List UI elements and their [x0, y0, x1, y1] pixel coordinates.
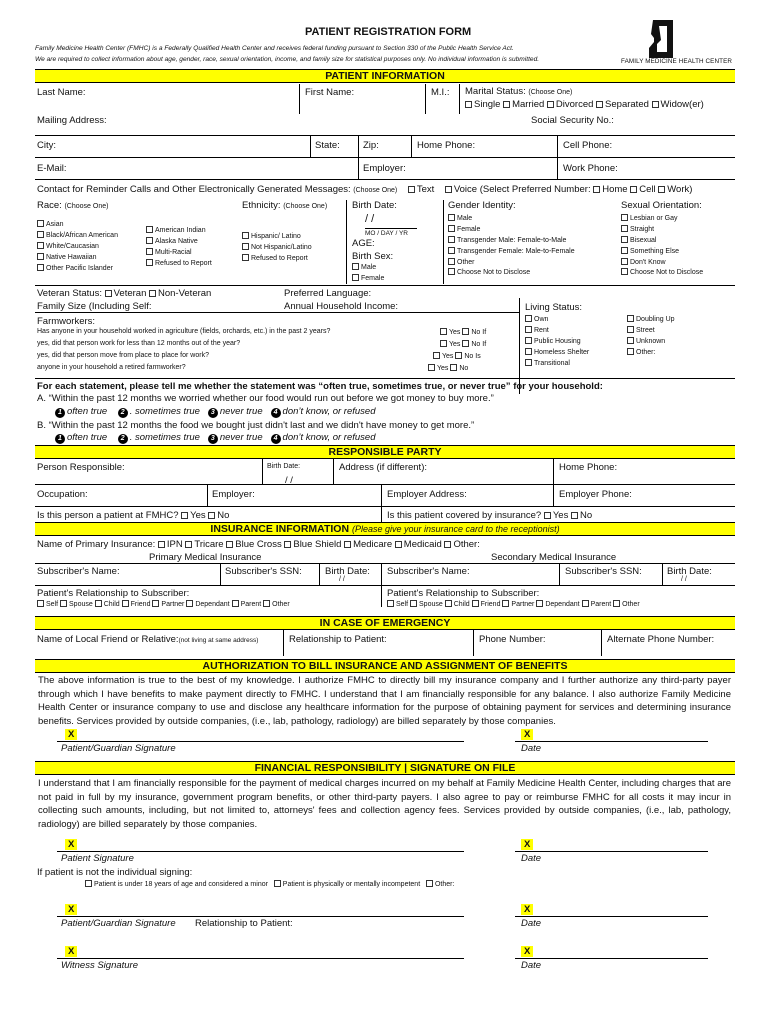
living-other[interactable]: Other: — [627, 348, 675, 357]
occupation-label: Occupation: — [37, 489, 88, 500]
living-street[interactable]: Street — [627, 326, 675, 335]
not-individual-options: Patient is under 18 years of age and considered a minor Patient is physically or mentally incompetent Other: — [85, 880, 454, 889]
race-black[interactable]: Black/African American — [37, 231, 118, 240]
birth-date-label: Birth Date: — [352, 200, 397, 211]
gender-options — [448, 214, 575, 278]
intro-line-1: Family Medicine Health Center (FMHC) is a Federally Qualified Health Center and receives federal funding pursuant to Section 330 of the Public Health Service Act. — [35, 45, 514, 52]
income-label: Annual Household Income: — [284, 301, 399, 312]
fmhc-logo — [621, 18, 735, 66]
living-doubling[interactable]: Doubling Up — [627, 315, 675, 324]
eth-hispanic[interactable]: Hispanic/ Latino — [242, 232, 312, 241]
intro-line-2: We are required to collect information about age, gender, race, sexual orientation, income, and family size for statistical purposes only. No individual information is submitted. — [35, 56, 540, 63]
ice-alt-phone-label: Alternate Phone Number: — [607, 634, 715, 645]
living-rent[interactable]: Rent — [525, 326, 589, 335]
living-shelter[interactable]: Homeless Shelter — [525, 348, 589, 357]
farm-a-4[interactable]: Yes No — [428, 364, 468, 373]
birth-sex-label: Birth Sex: — [352, 251, 394, 262]
ethnicity-label: Ethnicity: — [242, 200, 281, 211]
authorization-text: The above information is true to the best of my knowledge. I authorize FMHC to directly bill my insurance company and I further authorize any third-party payer through which I have benefits to make payment directly to FMHC. I understand that I am financially responsible for any balance. I also authorize Family Medicine Health Center or insurance company to use and disclose any healthcare information for the purpose of obtaining payment for services and determining insurance benefits. Services provided by outside companies, (i.e., lab, pathology, radiology) are billed separately by those companies. — [38, 675, 731, 727]
auth-date-label: Date — [521, 743, 542, 754]
secondary-birth-date: Birth Date: — [667, 566, 712, 577]
city-label: City: — [37, 140, 56, 151]
primary-subscriber-ssn: Subscriber's SSN: — [225, 566, 302, 577]
orientation-options — [621, 214, 703, 278]
marital-separated[interactable]: Separated — [596, 99, 649, 110]
primary-insurance-label: Primary Medical Insurance — [149, 552, 262, 563]
fin-date-x: X — [521, 839, 533, 850]
cell-phone-label: Cell Phone: — [563, 140, 613, 151]
auth-signature-label: Patient/Guardian Signature — [61, 743, 176, 754]
gender-trans-male[interactable]: Transgender Male: Female-to-Male — [448, 236, 575, 245]
marital-divorced[interactable]: Divorced — [547, 99, 594, 110]
farm-a-2[interactable]: Yes No If — [440, 340, 486, 349]
living-options-2 — [627, 315, 675, 357]
ice-relationship-label: Relationship to Patient: — [289, 634, 387, 645]
race-american-indian[interactable]: American Indian — [146, 226, 212, 235]
living-own[interactable]: Own — [525, 315, 589, 324]
financial-header: FINANCIAL RESPONSIBILITY | SIGNATURE ON FILE — [35, 761, 735, 775]
living-transitional[interactable]: Transitional — [525, 359, 589, 368]
primary-subscriber-name: Subscriber's Name: — [37, 566, 120, 577]
orient-bisexual[interactable]: Bisexual — [621, 236, 703, 245]
gender-female[interactable]: Female — [448, 225, 575, 234]
insurance-header: INSURANCE INFORMATION (Please give your insurance card to the receptionist) — [35, 522, 735, 536]
sex-male[interactable]: Male — [352, 263, 384, 272]
work-phone-label: Work Phone: — [563, 163, 618, 174]
family-size-label: Family Size (Including Self: — [37, 301, 152, 312]
language-label: Preferred Language: — [284, 288, 372, 299]
orient-lesbian[interactable]: Lesbian or Gay — [621, 214, 703, 223]
farmworkers-label: Farmworkers: — [37, 316, 96, 327]
farm-a-1[interactable]: Yes No If — [440, 328, 486, 337]
fin-date3-label: Date — [521, 960, 542, 971]
primary-relationship-label: Patient's Relationship to Subscriber: — [37, 588, 190, 599]
contact-row: Contact for Reminder Calls and Other Electronically Generated Messages: (Choose One) Text Voice (Select Preferred Number: Home Cell Work) — [37, 184, 693, 195]
orient-unknown[interactable]: Don't Know — [621, 258, 703, 267]
marital-label: Marital Status: — [465, 86, 526, 97]
secondary-subscriber-ssn: Subscriber's SSN: — [565, 566, 642, 577]
fin-guardian-x: X — [65, 904, 77, 915]
responsible-party-header: RESPONSIBLE PARTY — [35, 445, 735, 459]
birth-sex-options — [352, 263, 384, 283]
contact-cell[interactable]: Cell — [630, 184, 655, 195]
fin-guardian-signature-label: Patient/Guardian Signature — [61, 918, 176, 929]
form-title: PATIENT REGISTRATION FORM — [305, 26, 472, 38]
rp-address-label: Address (if different): — [339, 462, 428, 473]
veteran-yes[interactable]: Veteran — [105, 288, 147, 299]
ice-phone-label: Phone Number: — [479, 634, 546, 645]
mi-label: M.I.: — [431, 87, 450, 98]
authorization-header: AUTHORIZATION TO BILL INSURANCE AND ASSIGNMENT OF BENEFITS — [35, 659, 735, 673]
contact-voice[interactable]: Voice (Select Preferred Number: — [437, 184, 591, 195]
zip-label: Zip: — [363, 140, 379, 151]
orient-else[interactable]: Something Else — [621, 247, 703, 256]
farm-q-3: yes, did that person move from place to place for work? — [37, 352, 209, 359]
birth-date-slashes: / / — [365, 213, 375, 225]
veteran-no[interactable]: Non-Veteran — [149, 288, 211, 299]
farm-q-2: yes, did that person work for less than 12 months out of the year? — [37, 340, 241, 347]
farm-a-3[interactable]: Yes No Is — [433, 352, 481, 361]
employer-phone-label: Employer Phone: — [559, 489, 632, 500]
email-label: E-Mail: — [37, 163, 67, 174]
orient-straight[interactable]: Straight — [621, 225, 703, 234]
fin-witness-signature-label: Witness Signature — [61, 960, 139, 971]
race-refused[interactable]: Refused to Report — [146, 259, 212, 268]
food-b-text: B. “Within the past 12 months the food we bought just didn't last and we didn't have money to get more.” — [37, 420, 475, 431]
fin-date-label: Date — [521, 853, 542, 864]
first-name-label: First Name: — [305, 87, 355, 98]
farm-q-1: Has anyone in your household worked in agriculture (fields, orchards, etc.) in the past 2 years? — [37, 328, 331, 335]
person-responsible-label: Person Responsible: — [37, 462, 125, 473]
ethnicity-list — [242, 232, 312, 263]
covered-row: Is this patient covered by insurance? Yes No — [387, 510, 593, 521]
fin-patient-signature-label: Patient Signature — [61, 853, 134, 864]
employer-address-label: Employer Address: — [387, 489, 467, 500]
race-white[interactable]: White/Caucasian — [37, 242, 118, 251]
living-label: Living Status: — [525, 302, 583, 313]
contact-label: Contact for Reminder Calls and Other Electronically Generated Messages: — [37, 184, 351, 195]
fin-relationship-label: Relationship to Patient: — [195, 918, 293, 929]
living-options-1 — [525, 315, 589, 368]
ssn-label: Social Security No.: — [531, 115, 614, 126]
not-individual-label: If patient is not the individual signing: — [37, 867, 193, 878]
race-label: Race: — [37, 200, 62, 211]
food-a-text: A. “Within the past 12 months we worried whether our food would run out before we got money to buy more.” — [37, 393, 494, 404]
race-asian[interactable]: Asian — [37, 220, 118, 229]
secondary-insurance-label: Secondary Medical Insurance — [491, 552, 617, 563]
sex-female[interactable]: Female — [352, 274, 384, 283]
mailing-address-label: Mailing Address: — [37, 115, 107, 126]
marital-widow[interactable]: Widow(er) — [652, 99, 704, 110]
state-label: State: — [315, 140, 340, 151]
living-unknown[interactable]: Unknown — [627, 337, 675, 346]
secondary-subscriber-name: Subscriber's Name: — [387, 566, 470, 577]
patient-info-header: PATIENT INFORMATION — [35, 69, 735, 83]
marital-married[interactable]: Married — [503, 99, 544, 110]
contact-home[interactable]: Home — [593, 184, 627, 195]
orient-nd[interactable]: Choose Not to Disclose — [621, 268, 703, 277]
secondary-relationship-options: Self Spouse Child Friend Partner Dependant Parent Other — [387, 600, 640, 609]
marital-single[interactable]: Single — [465, 99, 500, 110]
contact-text[interactable]: Text — [400, 184, 434, 195]
is-patient-row: Is this person a patient at FMHC? Yes No — [37, 510, 230, 521]
gender-other[interactable]: Other — [448, 258, 575, 267]
living-public[interactable]: Public Housing — [525, 337, 589, 346]
race-list-2 — [146, 226, 212, 268]
logo-text: FAMILY MEDICINE HEALTH CENTER — [621, 58, 733, 65]
last-name-label: Last Name: — [37, 87, 86, 98]
veteran-label: Veteran Status: — [37, 288, 102, 299]
contact-work[interactable]: Work) — [658, 184, 692, 195]
fin-date3-x: X — [521, 946, 533, 957]
gender-male[interactable]: Male — [448, 214, 575, 223]
food-b-options: 1 often true 2 . sometimes true 3 never true 4 don’t know, or refused — [55, 432, 376, 444]
race-multi[interactable]: Multi-Racial — [146, 248, 212, 257]
primary-relationship-options: Self Spouse Child Friend Partner Dependant Parent Other — [37, 600, 290, 609]
rp-home-phone-label: Home Phone: — [559, 462, 618, 473]
home-phone-label: Home Phone: — [417, 140, 476, 151]
auth-sig-x: X — [65, 729, 77, 740]
fin-date2-x: X — [521, 904, 533, 915]
food-intro: For each statement, please tell me whether the statement was “often true, sometimes true, or never true” for your household: — [37, 381, 603, 392]
employer-label: Employer: — [363, 163, 406, 174]
eth-refused[interactable]: Refused to Report — [242, 254, 312, 263]
emergency-header: IN CASE OF EMERGENCY — [35, 616, 735, 630]
marital-options — [465, 99, 704, 110]
race-pacific[interactable]: Other Pacific Islander — [37, 264, 118, 273]
insurance-types-row: Name of Primary Insurance: IPN Tricare Blue Cross Blue Shield Medicare Medicaid Other: — [37, 539, 480, 550]
fin-date2-label: Date — [521, 918, 542, 929]
ice-name-label: Name of Local Friend or Relative:(not living at same address) — [37, 634, 259, 645]
secondary-relationship-label: Patient's Relationship to Subscriber: — [387, 588, 540, 599]
marital-choose: (Choose One) — [528, 89, 573, 96]
veteran-row — [37, 288, 211, 299]
farm-q-4: anyone in your household a retired farmworker? — [37, 364, 186, 371]
financial-text: I understand that I am financially responsible for the payment of medical charges incurred on my behalf at Family Medicine Health Center, including charges that are not paid in full by my insurance, government program benefits, or other third-party payers. I also agree to pay or reimburse FMHC for all costs it may incur in collecting such amounts, including, but not limited to, attorneys' fees and collection agency fees. Services provided by outside companies, (i.e., lab, pathology, radiology) are billed separately by those companies. — [38, 778, 731, 830]
gender-trans-female[interactable]: Transgender Female: Male-to-Female — [448, 247, 575, 256]
auth-date-x: X — [521, 729, 533, 740]
race-list-1 — [37, 220, 118, 273]
food-a-options: 1 often true 2 . sometimes true 3 never true 4 don’t know, or refused — [55, 406, 376, 418]
rp-birth-label: Birth Date: — [267, 463, 301, 470]
race-hawaiian[interactable]: Native Hawaiian — [37, 253, 118, 262]
eth-not-hispanic[interactable]: Not Hispanic/Latino — [242, 243, 312, 252]
fin-patient-x: X — [65, 839, 77, 850]
gender-label: Gender Identity: — [448, 200, 516, 211]
primary-birth-date: Birth Date: — [325, 566, 370, 577]
race-alaska[interactable]: Alaska Native — [146, 237, 212, 246]
orientation-label: Sexual Orientation: — [621, 200, 702, 211]
fin-witness-x: X — [65, 946, 77, 957]
age-label: AGE: — [352, 238, 375, 249]
mdy-label: MO / DAY / YR — [365, 228, 417, 238]
gender-nd[interactable]: Choose Not to Disclose — [448, 268, 575, 277]
rp-employer-label: Employer: — [212, 489, 255, 500]
